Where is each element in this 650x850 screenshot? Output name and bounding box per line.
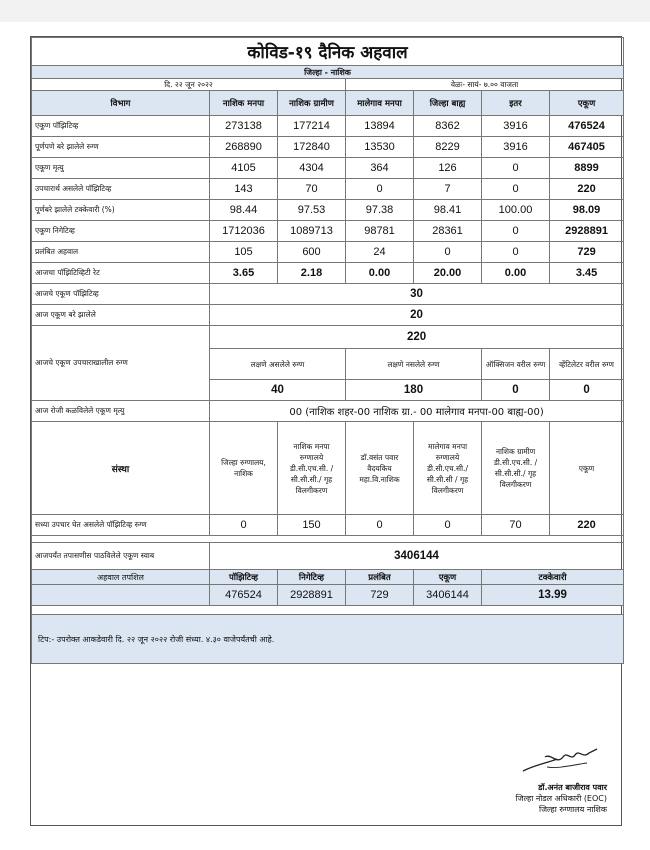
institution-header: मालेगाव मनपा रुग्णालये डी.सी.एच.सी./ सी.सी.सी / गृह विलगीकरण [414,422,482,515]
asymptomatic-label: लक्षणे नसलेले रुग्ण [346,349,482,380]
row-label: पूर्णपणे बरे झालेले रुग्ण [32,137,210,158]
summary-header: पॉझिटिव्ह [210,570,278,585]
row-value: 0 [482,179,550,200]
row-value: 2928891 [550,221,624,242]
summary-header: टक्केवारी [482,570,624,585]
summary-header: एकूण [414,570,482,585]
row-value: 8229 [414,137,482,158]
samples-label: आजपर्यंत तपासणीस पाठविलेले एकूण स्वाब [32,543,210,570]
institution-value: 0 [346,515,414,536]
report-note: टिप:- उपरोक्त आकडेवारी दि. २२ जून २०२२ रोजी संध्या. ४.३० वाजेपर्यंतची आहे. [32,615,624,664]
summary-percentage: 13.99 [482,585,624,606]
row-value: 1712036 [210,221,278,242]
report-title: कोविड-१९ दैनिक अहवाल [32,38,624,66]
today-positive-value: 30 [210,284,624,305]
institution-header: डॉ.वसंत पवार वैदयकिय महा.वि.नाशिक [346,422,414,515]
report-time: वेळः- सायं- ७.०० वाजता [346,79,624,91]
deaths-today-label: आज रोजी कळविलेले एकूण मृत्यु [32,401,210,422]
col-header: जिल्हा बाह्य [414,91,482,116]
summary-label: अहवाल तपशिल [32,570,210,585]
row-value: 13894 [346,116,414,137]
row-value: 3.45 [550,263,624,284]
table-row [32,116,624,137]
report-document [30,36,622,826]
signatory-office: जिल्हा रुग्णालय नाशिक [539,805,607,814]
row-value: 0.00 [482,263,550,284]
row-label: प्रलंबित अहवाल [32,242,210,263]
row-value: 98.44 [210,200,278,221]
row-value: 0 [346,179,414,200]
row-value: 13530 [346,137,414,158]
row-value: 0 [414,242,482,263]
institution-label: संस्था [32,422,210,515]
ventilator-label: व्हेंटिलेटर वरील रुग्ण [550,349,624,380]
row-value: 0.00 [346,263,414,284]
col-header: विभाग [32,91,210,116]
summary-value: 729 [346,585,414,606]
row-value: 126 [414,158,482,179]
today-recovered-value: 20 [210,305,624,326]
oxygen-label: ऑक्सिजन वरील रुग्ण [482,349,550,380]
row-value: 143 [210,179,278,200]
report-date: दि. २२ जून २०२२ [32,79,346,91]
institution-header: नाशिक ग्रामीण डी.सी.एच.सी. /सी.सी.सी./ गृह विलगीकरण [482,422,550,515]
row-value: 220 [550,179,624,200]
col-header: नाशिक ग्रामीण [278,91,346,116]
district-line: जिल्हा - नाशिक [32,66,624,79]
row-value: 3.65 [210,263,278,284]
row-value: 105 [210,242,278,263]
institution-row-label: सध्या उपचार घेत असलेले पॉझिटिव्ह रुग्ण [32,515,210,536]
row-value: 4304 [278,158,346,179]
row-value: 98781 [346,221,414,242]
row-value: 8362 [414,116,482,137]
top-bar [0,0,650,22]
institution-value: 0 [210,515,278,536]
signature-image [517,743,607,779]
table-row [32,263,624,284]
col-header: मालेगाव मनपा [346,91,414,116]
row-label: एकूण निगेटिव्ह [32,221,210,242]
row-label: एकूण मृत्यु [32,158,210,179]
table-row [32,221,624,242]
table-row [32,242,624,263]
row-value: 600 [278,242,346,263]
row-value: 98.09 [550,200,624,221]
row-value: 24 [346,242,414,263]
row-value: 28361 [414,221,482,242]
row-value: 20.00 [414,263,482,284]
summary-value: 2928891 [278,585,346,606]
today-recovered-label: आज एकूण बरे झालेले [32,305,210,326]
institution-value: 0 [414,515,482,536]
col-header: एकूण [550,91,624,116]
table-row [32,200,624,221]
row-value: 3916 [482,116,550,137]
signatory-designation: जिल्हा नोडल अधिकारी (EOC) [515,794,607,803]
summary-value: 476524 [210,585,278,606]
row-value: 97.53 [278,200,346,221]
institution-header: नाशिक मनपा रुग्णालये डी.सी.एच.सी. / सी.सी.सी./ गृह विलगीकरण [278,422,346,515]
signatory-name: डॉ.अनंत बाजीराव पवार [538,783,607,792]
row-value: 8899 [550,158,624,179]
table-row [32,137,624,158]
header-row [32,91,624,116]
row-label: पूर्णबरे झालेले टक्केवारी (%) [32,200,210,221]
summary-header: प्रलंबित [346,570,414,585]
row-value: 3916 [482,137,550,158]
row-value: 4105 [210,158,278,179]
today-positive-label: आजचे एकूण पॉझिटिव्ह [32,284,210,305]
row-value: 1089713 [278,221,346,242]
row-value: 0 [482,158,550,179]
row-value: 100.00 [482,200,550,221]
asymptomatic-value: 180 [346,380,482,401]
row-label: एकूण पॉझिटिव्ह [32,116,210,137]
row-label: उपचारार्थ असलेले पॉझिटिव्ह [32,179,210,200]
row-value: 476524 [550,116,624,137]
institution-header: एकूण [550,422,624,515]
institution-total: 220 [550,515,624,536]
row-value: 7 [414,179,482,200]
row-value: 273138 [210,116,278,137]
ventilator-value: 0 [550,380,624,401]
row-value: 0 [482,242,550,263]
row-value: 729 [550,242,624,263]
under-treatment-total: 220 [210,326,624,349]
samples-value: 3406144 [210,543,624,570]
oxygen-value: 0 [482,380,550,401]
row-value: 2.18 [278,263,346,284]
institution-header: जिल्हा रुग्णालय, नाशिक [210,422,278,515]
summary-value: 3406144 [414,585,482,606]
row-value: 177214 [278,116,346,137]
institution-value: 150 [278,515,346,536]
table-row [32,158,624,179]
row-value: 172840 [278,137,346,158]
row-value: 364 [346,158,414,179]
row-value: 467405 [550,137,624,158]
signature-block [516,743,607,815]
row-value: 70 [278,179,346,200]
row-value: 98.41 [414,200,482,221]
col-header: नाशिक मनपा [210,91,278,116]
col-header: इतर [482,91,550,116]
deaths-today-value: 00 (नाशिक शहर-00 नाशिक ग्रा.- 00 मालेगाव मनपा-00 बाह्य-00) [210,401,624,422]
symptomatic-label: लक्षणे असलेले रुग्ण [210,349,346,380]
row-value: 268890 [210,137,278,158]
institution-value: 70 [482,515,550,536]
row-value: 0 [482,221,550,242]
table-row [32,179,624,200]
row-label: आजचा पॉझिटिव्हिटी रेट [32,263,210,284]
row-value: 97.38 [346,200,414,221]
symptomatic-value: 40 [210,380,346,401]
summary-header: निगेटिव्ह [278,570,346,585]
under-treatment-label: आजचे एकूण उपचाराखालील रुग्ण [32,326,210,401]
report-table [31,37,624,664]
